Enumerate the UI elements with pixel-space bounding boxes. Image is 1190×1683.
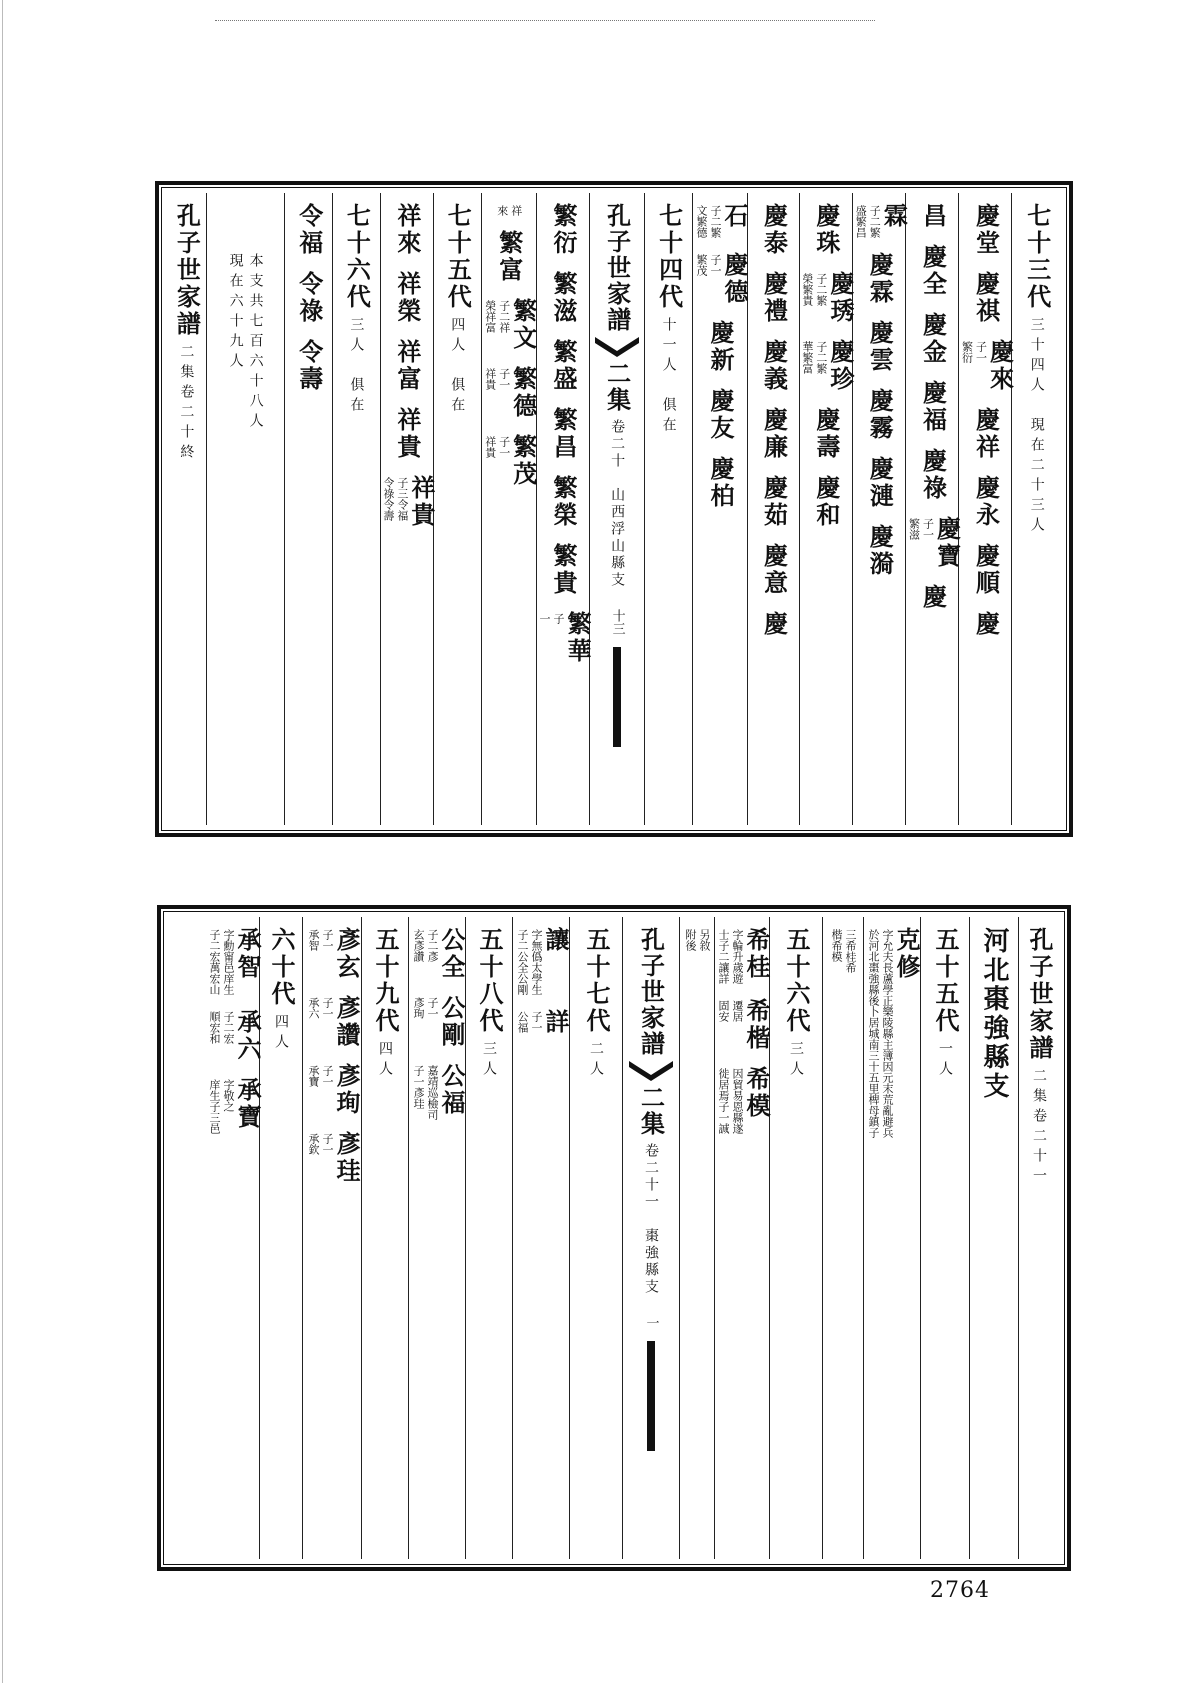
person-name: 慶琇: [825, 271, 855, 325]
name-entry: [959, 339, 1015, 393]
person-name: 繁衍: [548, 203, 578, 257]
generation-column: [1011, 193, 1061, 825]
person-note: 祥 來: [495, 205, 523, 216]
names-column: [512, 917, 569, 1559]
person-name: 慶德: [720, 252, 750, 306]
person-name: 繁華: [562, 611, 592, 665]
generation-column: [769, 917, 822, 1559]
name-entry: [515, 927, 570, 995]
name-entry: [306, 1131, 361, 1185]
person-name: 慶: [918, 584, 948, 611]
person-name: 慶: [971, 611, 1001, 638]
person-name: 讓: [541, 927, 570, 954]
person-name: 克修: [892, 927, 921, 981]
person-name: 慶珍: [825, 339, 855, 393]
person-name: 祥貴: [392, 407, 422, 461]
generation-title: 七十六代: [342, 203, 372, 311]
person-name: 希模: [742, 1066, 771, 1120]
name-list: [759, 203, 789, 652]
name-entry: [759, 475, 789, 529]
name-entry: [537, 611, 592, 665]
volume-label: 二集卷二十終: [178, 344, 195, 464]
name-list: [294, 203, 324, 407]
name-entry: [918, 203, 948, 230]
volume-branch-label: 卷二十 山西浮山縣支: [609, 419, 626, 589]
name-entry: [759, 611, 789, 638]
person-note: 子二繁 盛繁昌: [854, 205, 882, 238]
generation-title: 七十四代: [654, 203, 684, 311]
person-name: 慶永: [971, 475, 1001, 529]
person-name: 慶福: [918, 380, 948, 434]
branch-heading-column: [969, 917, 1018, 1559]
generation-title: 五十七代: [582, 927, 611, 1035]
book-title-footer: 孔子世家譜: [1025, 927, 1054, 1062]
person-name: 令祿: [294, 271, 324, 325]
collection-label: 二集: [602, 361, 632, 413]
name-entry: [716, 1066, 771, 1134]
name-entry: [694, 203, 750, 238]
person-note: 子三令福 令祿令壽: [381, 477, 409, 521]
name-entry: [483, 298, 538, 352]
page-edge-line: [2, 0, 3, 1683]
person-name: 慶堂: [971, 203, 1001, 257]
person-note: 字勳甯邑庠生 子二宏萬宏山: [208, 929, 235, 995]
person-name: 繁盛: [548, 339, 578, 393]
person-name: 慶來: [985, 339, 1015, 393]
name-entry: [548, 407, 578, 461]
person-name: 祥榮: [392, 271, 422, 325]
person-name: 繁昌: [548, 407, 578, 461]
person-note: 字允夫長蘆學正樂陵縣主簿因元末荒亂避兵 於河北棗強縣後卜居城南三十五里椑母鎮子: [867, 929, 894, 1138]
name-entry: [294, 203, 324, 257]
name-entry: [548, 543, 578, 597]
panel-lower: [157, 905, 1071, 1571]
generation-count: 三人: [481, 1041, 497, 1081]
fishtail-bar: [613, 647, 621, 747]
person-name: 慶順: [971, 543, 1001, 597]
person-name: 繁貴: [548, 543, 578, 597]
name-entry: [866, 927, 921, 1138]
person-note: 字敬之 庠生子三邑: [208, 1079, 235, 1134]
person-name: 慶霧: [865, 388, 895, 442]
person-name: 祥貴: [406, 475, 436, 529]
name-entry: [759, 339, 789, 393]
name-entry: [306, 995, 361, 1049]
name-entry: [800, 339, 855, 393]
person-name: 繁文: [508, 298, 538, 352]
name-entry: [683, 927, 711, 951]
generation-count: 三人: [788, 1041, 804, 1081]
name-list: [207, 927, 262, 1148]
name-entry: [483, 366, 538, 420]
name-entry: [829, 927, 857, 973]
center-title-column: [589, 193, 644, 825]
generation-title: 七十五代: [443, 203, 473, 311]
names-column: [863, 917, 920, 1559]
name-entry: [706, 388, 736, 442]
generation-column: [332, 193, 380, 825]
name-entry: [548, 475, 578, 529]
generation-column: [259, 917, 302, 1559]
name-entry: [759, 271, 789, 325]
branch-summary: 本支共七百六十八人 現在六十九人: [227, 253, 264, 433]
name-list: [306, 927, 361, 1199]
name-entry: [548, 203, 578, 257]
name-entry: [716, 998, 771, 1052]
generation-count: 二人: [588, 1041, 604, 1081]
name-list: [537, 203, 592, 679]
person-name: 慶金: [918, 312, 948, 366]
person-name: 石: [720, 203, 750, 230]
name-entry: [971, 203, 1001, 257]
person-name: 公福: [437, 1063, 466, 1117]
person-name: 慶意: [759, 543, 789, 597]
name-entry: [800, 271, 855, 325]
name-entry: [306, 927, 361, 981]
person-name: 慶霖: [865, 252, 895, 306]
name-entry: [759, 543, 789, 597]
name-entry: [548, 339, 578, 393]
person-name: 令壽: [294, 339, 324, 393]
person-name: 彥玄: [332, 927, 361, 981]
name-list: [866, 927, 921, 1152]
name-entry: [411, 995, 466, 1049]
leaf-number: 一: [643, 1316, 659, 1329]
footer-column: [1018, 917, 1059, 1559]
name-entry: [483, 434, 538, 488]
person-name: 承智: [233, 927, 262, 981]
person-note: 子一 承智: [307, 929, 334, 951]
name-entry: [865, 320, 895, 374]
panel-upper: [155, 181, 1073, 837]
person-note: 子一 繁滋: [907, 518, 935, 540]
person-name: 慶漪: [865, 524, 895, 578]
person-name: 令福: [294, 203, 324, 257]
name-list: [683, 927, 711, 965]
person-note: 遷居 固安: [717, 1000, 744, 1022]
name-entry: [381, 475, 436, 529]
person-note: 子二宏 順宏和: [208, 1011, 235, 1044]
name-entry: [759, 407, 789, 461]
name-entry: [294, 339, 324, 393]
names-column: [380, 193, 436, 825]
name-entry: [811, 407, 841, 461]
generation-count: 四人: [273, 1014, 289, 1054]
name-list: [906, 203, 962, 625]
name-list: [515, 927, 570, 1050]
person-name: 慶: [759, 611, 789, 638]
name-entry: [906, 516, 962, 570]
name-entry: [294, 271, 324, 325]
person-note: 子一 祥貴: [483, 436, 511, 458]
name-entry: [971, 407, 1001, 461]
footer-column: [167, 193, 206, 825]
person-note: 子一 祥貴: [483, 368, 511, 390]
person-name: 彥珪: [332, 1131, 361, 1185]
name-entry: [865, 456, 895, 510]
generation-title: 五十五代: [931, 927, 960, 1035]
name-entry: [392, 271, 422, 325]
name-list: [483, 203, 538, 502]
names-column: [207, 917, 262, 1559]
names-column: [747, 193, 798, 825]
names-column: [302, 917, 361, 1559]
generation-title: 五十八代: [475, 927, 504, 1035]
name-entry: [706, 456, 736, 510]
person-name: 慶茹: [759, 475, 789, 529]
generation-count: 四人 俱在: [449, 317, 466, 417]
person-name: 慶漣: [865, 456, 895, 510]
volume-label: 二集卷二十一: [1031, 1068, 1047, 1188]
name-entry: [811, 203, 841, 257]
person-name: 彥讚: [332, 995, 361, 1049]
person-note: 子一 公福: [516, 1011, 543, 1033]
generation-column: [920, 917, 969, 1559]
names-column: [481, 193, 536, 825]
name-entry: [918, 380, 948, 434]
person-note: 字輪升歲遊 士子二讓詳: [717, 929, 744, 984]
person-name: 慶珠: [811, 203, 841, 257]
person-name: 慶雲: [865, 320, 895, 374]
names-column: [714, 917, 769, 1559]
name-entry: [865, 524, 895, 578]
name-list: [829, 927, 857, 987]
name-entry: [411, 1063, 466, 1120]
name-list: [959, 203, 1015, 652]
names-column: [958, 193, 1015, 825]
name-entry: [392, 203, 422, 257]
person-name: 繁榮: [548, 475, 578, 529]
name-entry: [918, 584, 948, 611]
person-name: 祥富: [392, 339, 422, 393]
name-entry: [853, 203, 909, 238]
person-name: 慶廉: [759, 407, 789, 461]
names-column: [679, 917, 714, 1559]
person-note: 子一 承寶: [307, 1065, 334, 1087]
page-number: 2764: [930, 1578, 990, 1603]
name-entry: [706, 320, 736, 374]
name-entry: [207, 927, 262, 995]
generation-column: [433, 193, 481, 825]
book-title: 孔子世家譜: [636, 927, 666, 1057]
generation-title: 五十六代: [782, 927, 811, 1035]
generation-count: 四人: [377, 1041, 393, 1081]
fishtail-bar: [647, 1341, 655, 1451]
book-title-footer: 孔子世家譜: [172, 203, 202, 338]
person-name: 慶全: [918, 244, 948, 298]
name-entry: [548, 271, 578, 325]
summary-column: [206, 193, 285, 825]
person-note: 子 一: [537, 613, 565, 624]
person-name: 慶新: [706, 320, 736, 374]
book-title: 孔子世家譜: [602, 203, 632, 333]
person-note: 子二祥 榮祥富: [483, 300, 511, 333]
name-entry: [716, 927, 771, 984]
name-entry: [918, 312, 948, 366]
collection-label: 二集: [636, 1085, 666, 1137]
name-entry: [207, 1009, 262, 1063]
names-column: [536, 193, 592, 825]
person-name: 慶友: [706, 388, 736, 442]
person-name: 公全: [437, 927, 466, 981]
name-entry: [759, 203, 789, 257]
name-entry: [515, 1009, 570, 1036]
generation-count: 三人 俱在: [348, 317, 365, 417]
person-note: 子一 承六: [307, 997, 334, 1019]
person-name: 繁滋: [548, 271, 578, 325]
name-list: [853, 203, 909, 592]
person-name: 慶寶: [932, 516, 962, 570]
person-name: 祥來: [392, 203, 422, 257]
person-note: 嘉靖巡檢司 子一彥珪: [412, 1065, 439, 1120]
person-name: 昌: [918, 203, 948, 230]
name-entry: [971, 271, 1001, 325]
generation-count: 十一人 俱在: [660, 317, 677, 437]
leaf-number: 十三: [609, 609, 625, 635]
generation-column: [465, 917, 512, 1559]
name-list: [411, 927, 466, 1134]
person-note: 字無僞太學生 子二公全公剛: [516, 929, 543, 995]
person-name: 慶和: [811, 475, 841, 529]
person-name: 詳: [541, 1009, 570, 1036]
person-name: 霖: [879, 203, 909, 230]
names-column: [284, 193, 332, 825]
person-name: 慶禮: [759, 271, 789, 325]
generation-column: [569, 917, 622, 1559]
person-name: 慶祿: [918, 448, 948, 502]
names-column: [905, 193, 962, 825]
person-name: 希桂: [742, 927, 771, 981]
person-note: 子一 彥珣: [412, 997, 439, 1019]
names-column: [692, 193, 750, 825]
name-entry: [865, 388, 895, 442]
person-note: 另敘 附後: [684, 929, 711, 951]
center-title-column: [622, 917, 679, 1559]
person-name: 公剛: [437, 995, 466, 1049]
name-entry: [918, 244, 948, 298]
generation-count: 三十四人 現在二十三人: [1028, 317, 1045, 537]
fishtail-icon: [629, 1061, 673, 1081]
names-column: [822, 917, 863, 1559]
top-scan-marks: [215, 8, 875, 21]
name-entry: [495, 203, 523, 216]
name-entry: [392, 407, 422, 461]
generation-column: [644, 193, 692, 825]
name-entry: [918, 448, 948, 502]
name-entry: [971, 475, 1001, 529]
generation-title: 七十三代: [1022, 203, 1052, 311]
person-note: 子二繁 文繁德: [695, 205, 723, 238]
person-name: 繁德: [508, 366, 538, 420]
generation-title: 六十代: [267, 927, 296, 1008]
name-entry: [494, 230, 524, 284]
generation-column: [361, 917, 408, 1559]
person-note: 子二繁 榮繁貴: [800, 273, 828, 306]
fishtail-icon: [595, 337, 639, 357]
name-entry: [694, 252, 750, 306]
name-entry: [971, 611, 1001, 638]
person-name: 慶柏: [706, 456, 736, 510]
names-column: [799, 193, 855, 825]
name-list: [694, 203, 750, 524]
person-note: 三希桂希 楷希模: [830, 929, 857, 973]
generation-count: 一人: [937, 1041, 953, 1081]
name-list: [381, 203, 436, 543]
branch-heading: 河北棗強縣支: [979, 927, 1009, 1101]
person-name: 慶義: [759, 339, 789, 393]
name-entry: [971, 543, 1001, 597]
person-name: 繁富: [494, 230, 524, 284]
person-note: 子一 繁衍: [960, 341, 988, 363]
name-entry: [306, 1063, 361, 1117]
person-name: 繁茂: [508, 434, 538, 488]
person-note: 因貿易恩縣遂 徙居焉子一誠: [717, 1068, 744, 1134]
name-entry: [811, 475, 841, 529]
person-note: 子二繁 華繁富: [800, 341, 828, 374]
name-list: [800, 203, 855, 543]
name-list: [716, 927, 771, 1148]
name-entry: [207, 1077, 262, 1134]
person-note: 子二彥 玄彥讚: [412, 929, 439, 962]
volume-branch-label: 卷二十一 棗強縣支: [643, 1143, 659, 1296]
generation-title: 五十九代: [371, 927, 400, 1035]
person-name: 彥珣: [332, 1063, 361, 1117]
person-name: 慶祺: [971, 271, 1001, 325]
name-entry: [392, 339, 422, 393]
person-note: 子一 承欽: [307, 1133, 334, 1155]
person-name: 慶祥: [971, 407, 1001, 461]
person-name: 承六: [233, 1009, 262, 1063]
person-note: 子一 繁茂: [695, 254, 723, 276]
names-column: [408, 917, 465, 1559]
person-name: 承寶: [233, 1077, 262, 1131]
names-column: [852, 193, 909, 825]
person-name: 希楷: [742, 998, 771, 1052]
person-name: 慶壽: [811, 407, 841, 461]
person-name: 慶泰: [759, 203, 789, 257]
name-entry: [865, 252, 895, 306]
name-entry: [411, 927, 466, 981]
